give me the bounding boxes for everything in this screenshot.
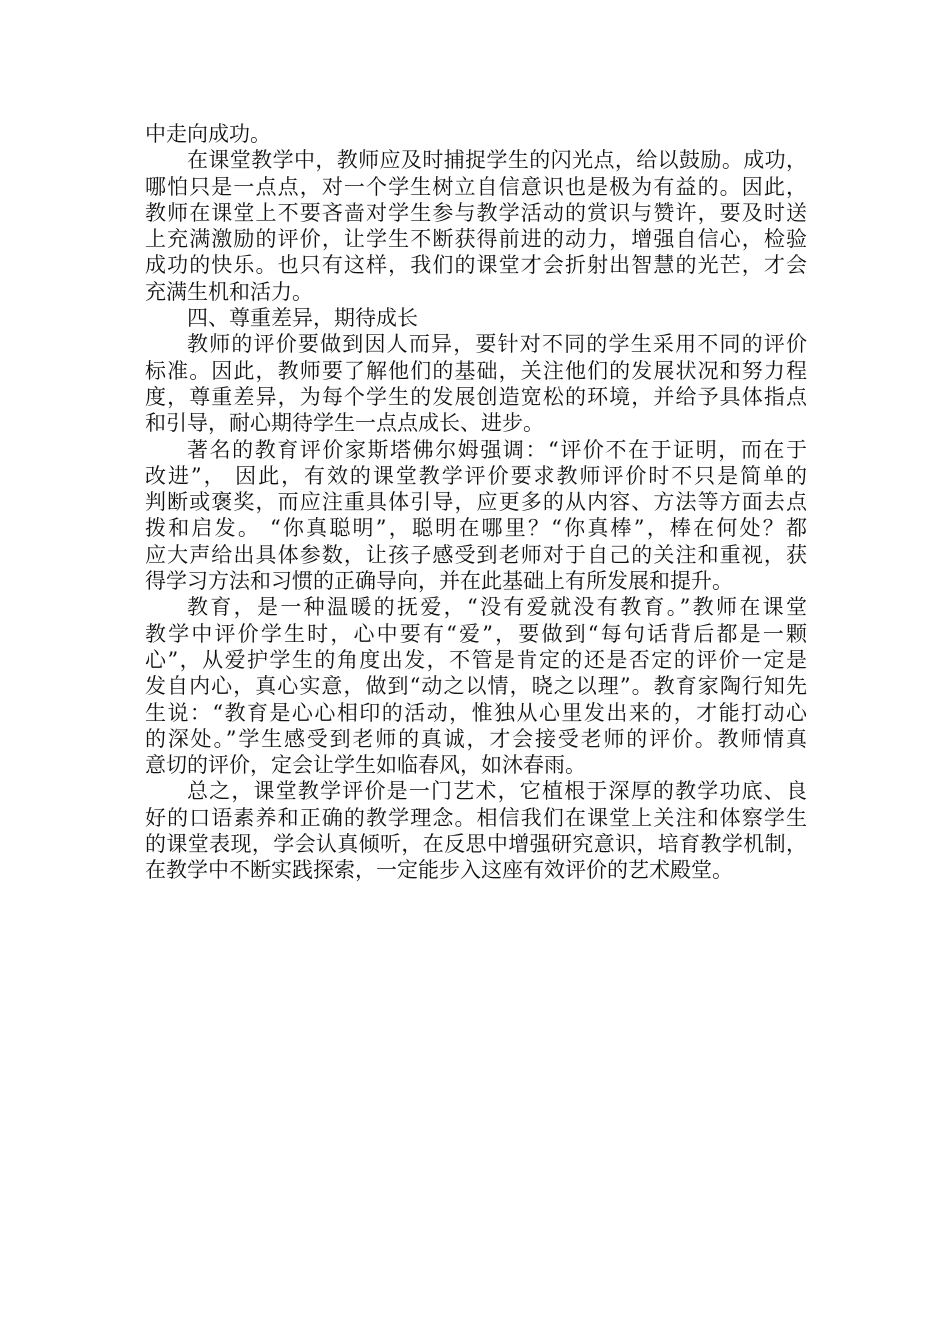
text-line: 在教学中不断实践探索，一定能步入这座有效评价的艺术殿堂。 <box>145 858 733 883</box>
text-line: 成功的快乐。也只有这样，我们的课堂才会折射出智慧的光芒，才会 <box>145 253 807 278</box>
text-line: 著名的教育评价家斯塔佛尔姆强调：“评价不在于证明，而在于 <box>187 437 807 462</box>
paragraph-conclusion <box>145 778 807 883</box>
text-line: 上充满激励的评价，让学生不断获得前进的动力，增强自信心，检验 <box>145 227 807 252</box>
text-line: 拨和启发。 “你真聪明”，聪明在哪里？“你真棒”，棒在何处？都 <box>145 516 807 541</box>
paragraph-love <box>145 594 807 778</box>
text-line: 心”，从爱护学生的角度出发，不管是肯定的还是否定的评价一定是 <box>145 647 807 672</box>
text-line: 判断或褒奖，而应注重具体引导，应更多的从内容、方法等方面去点 <box>145 490 807 515</box>
text-line: 哪怕只是一点点，对一个学生树立自信意识也是极为有益的。因此， <box>145 174 807 199</box>
section-heading <box>145 305 807 331</box>
heading-text: 四、尊重差异，期待成长 <box>187 306 418 331</box>
text-line: 标准。因此，教师要了解他们的基础，关注他们的发展状况和努力程 <box>145 358 807 383</box>
text-line: 教师的评价要做到因人而异，要针对不同的学生采用不同的评价 <box>187 332 807 357</box>
text-line: 教学中评价学生时，心中要有“爱”，要做到“每句话背后都是一颗 <box>145 621 807 646</box>
paragraph-praise <box>145 147 807 305</box>
text-line: 的课堂表现，学会认真倾听，在反思中增强研究意识，培育教学机制， <box>145 832 807 857</box>
paragraph-evaluation-expert <box>145 437 807 595</box>
text-line: 意切的评价，定会让学生如临春风，如沐春雨。 <box>145 753 586 778</box>
text-line: 生说：“教育是心心相印的活动，惟独从心里发出来的，才能打动心 <box>145 700 807 725</box>
text-line: 度，尊重差异，为每个学生的发展创造宽松的环境，并给予具体指点 <box>145 384 807 409</box>
text-line: 中走向成功。 <box>145 122 271 146</box>
text-line: 总之，课堂教学评价是一门艺术，它植根于深厚的教学功底、良 <box>187 779 807 804</box>
document-body <box>145 121 807 884</box>
text-line: 改进”， 因此，有效的课堂教学评价要求教师评价时不只是简单的 <box>145 463 807 488</box>
text-line: 的深处。”学生感受到老师的真诚，才会接受老师的评价。教师情真 <box>145 726 807 751</box>
text-line: 教育，是一种温暖的抚爱，“没有爱就没有教育。”教师在课堂 <box>187 595 807 620</box>
text-line: 和引导，耐心期待学生一点点成长、进步。 <box>145 411 544 436</box>
text-line: 得学习方法和习惯的正确导向，并在此基础上有所发展和提升。 <box>145 569 733 594</box>
text-line: 充满生机和活力。 <box>145 279 313 304</box>
text-line: 应大声给出具体参数，让孩子感受到老师对于自己的关注和重视，获 <box>145 542 807 567</box>
text-line: 发自内心，真心实意，做到“动之以情，晓之以理”。教育家陶行知先 <box>145 674 807 699</box>
paragraph-continuation <box>145 121 807 147</box>
text-line: 教师在课堂上不要吝啬对学生参与教学活动的赏识与赞许，要及时送 <box>145 200 807 225</box>
text-line: 在课堂教学中，教师应及时捕捉学生的闪光点，给以鼓励。成功， <box>187 148 807 173</box>
text-line: 好的口语素养和正确的教学理念。相信我们在课堂上关注和体察学生 <box>145 805 807 830</box>
paragraph-differences <box>145 331 807 436</box>
